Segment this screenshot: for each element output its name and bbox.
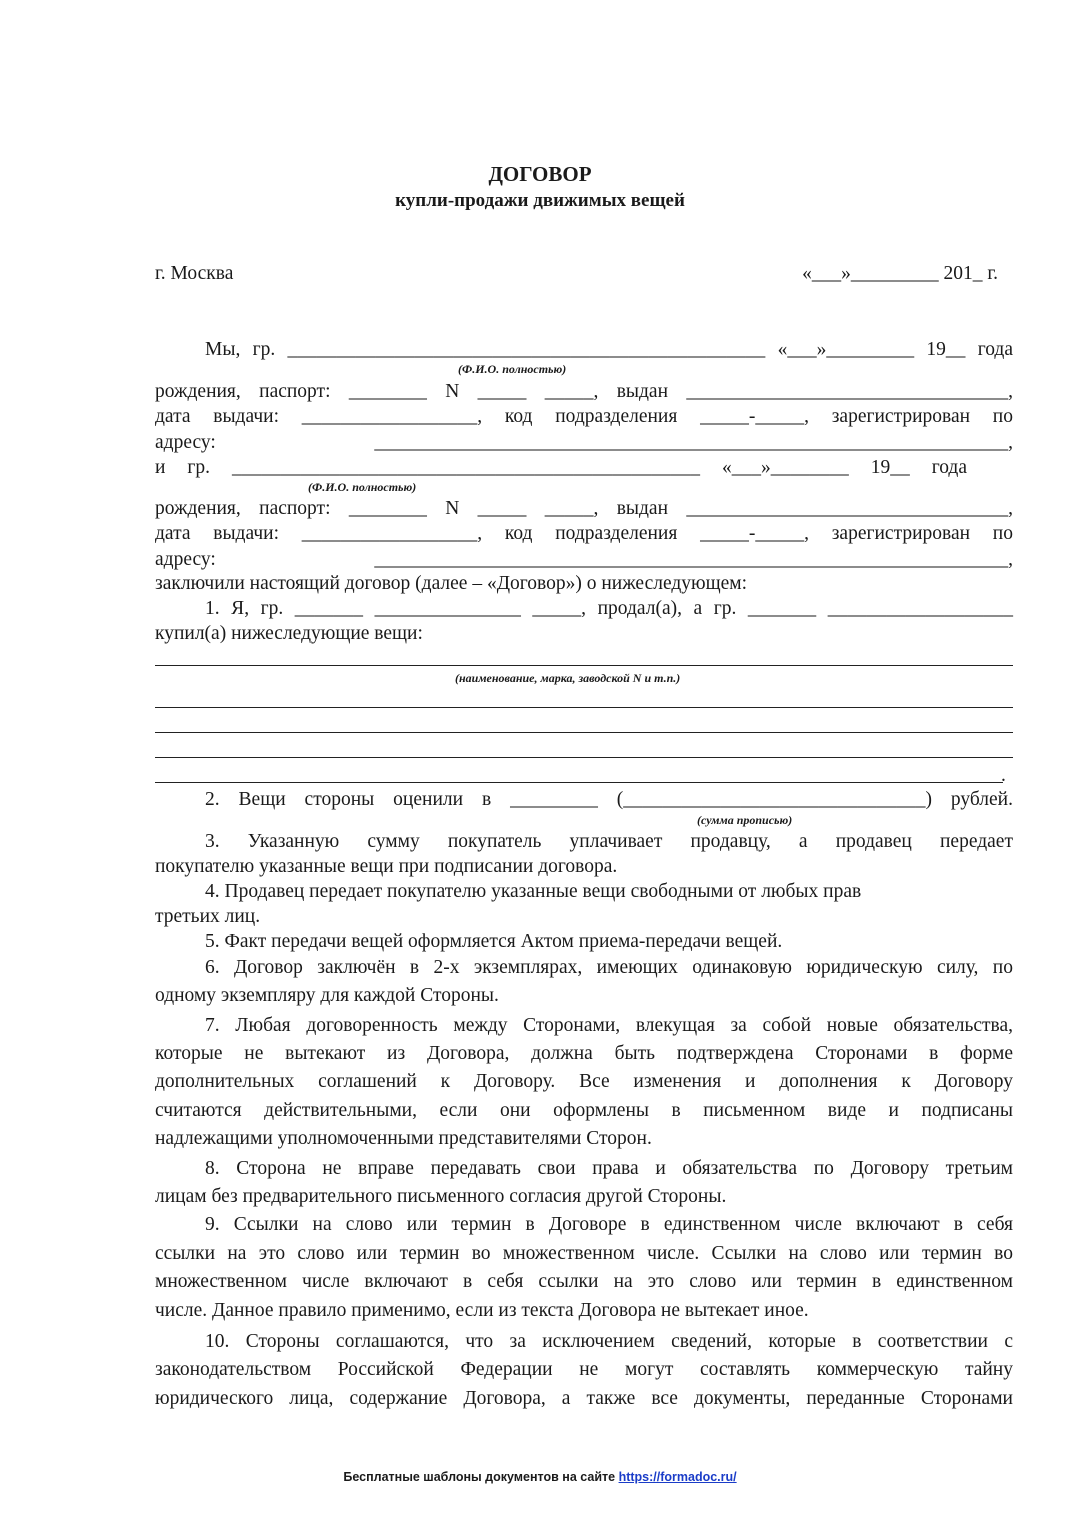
document-title: ДОГОВОР (488, 162, 592, 186)
clause-7: считаются действительными, если они оформлены в письменном виде и подписаны (155, 1100, 1013, 1121)
clause-7: 7. Любая договоренность между Сторонами, влекущая за собой новые обязательства, (205, 1015, 1013, 1036)
clause-3: покупателю указанные вещи при подписании договора. (155, 856, 618, 877)
clause-9: числе. Данное правило применимо, если из текста Договора не вытекает иное. (155, 1300, 809, 1321)
clause-7: дополнительных соглашений к Договору. Все изменения и дополнения к Договору (155, 1071, 1013, 1092)
caption-items: (наименование, марка, заводской N и т.п.) (455, 671, 681, 685)
clause-4: 4. Продавец передает покупателю указанные вещи свободными от любых прав (205, 881, 862, 902)
footer-text: Бесплатные шаблоны документов на сайте (343, 1470, 619, 1484)
clause-9: множественном числе включают в себя ссылки на это слово или термин в единственном (155, 1271, 1013, 1292)
clause-3: 3. Указанную сумму покупатель уплачивает продавцу, а продавец передает (205, 831, 1013, 852)
clause-7: которые не вытекают из Договора, должна быть подтверждена Сторонами в форме (155, 1043, 1013, 1064)
party2-passport: рождения, паспорт: ________ N _____ _____, выдан _________________________________, (155, 498, 1013, 519)
footer (0, 1470, 1080, 1484)
clause-10: юридического лица, содержание Договора, а также все документы, переданные Сторонами (155, 1388, 1013, 1409)
items-blank-line (155, 707, 1013, 708)
party1-issue: дата выдачи: __________________, код подразделения _____-_____, зарегистрирован по (155, 406, 1013, 427)
clause-10: 10. Стороны соглашаются, что за исключением сведений, которые в соответствии с (205, 1331, 1013, 1352)
party2-line: и гр. ________________________________________________ «___»________ 19__ года (155, 457, 967, 478)
clause-7: надлежащими уполномоченными представителями Сторон. (155, 1128, 652, 1149)
party1-address: адресу: _________________________________________________________________, (155, 432, 1013, 453)
clause-9: ссылки на это слово или термин во множественном числе. Ссылки на слово или термин во (155, 1243, 1013, 1264)
items-end-dot: . (1001, 765, 1006, 786)
caption-fio1: (Ф.И.О. полностью) (458, 362, 567, 376)
document-subtitle: купли-продажи движимых вещей (395, 190, 685, 211)
items-blank-line (155, 665, 1013, 666)
contract-date: «___»_________ 201_ г. (802, 263, 998, 284)
caption-sum: (сумма прописью) (697, 813, 793, 827)
items-blank-line (155, 782, 1003, 783)
clause-9: 9. Ссылки на слово или термин в Договоре в единственном числе включают в себя (205, 1214, 1013, 1235)
clause-6: 6. Договор заключён в 2-х экземплярах, имеющих одинаковую юридическую силу, по (205, 957, 1013, 978)
items-blank-line (155, 757, 1013, 758)
clause-8: лицам без предварительного письменного согласия другой Стороны. (155, 1186, 727, 1207)
items-blank-line (155, 732, 1013, 733)
clause-10: законодательством Российской Федерации не могут составлять коммерческую тайну (155, 1359, 1013, 1380)
party1-line: Мы, гр. _________________________________________________ «___»_________ 19__ года (205, 339, 1013, 360)
clause-1-line: 1. Я, гр. _______ _______________ _____, продал(а), а гр. _______ ___________________ (205, 598, 1013, 619)
place-date-row (155, 262, 1013, 286)
clause-6: одному экземпляру для каждой Стороны. (155, 985, 499, 1006)
party2-issue: дата выдачи: __________________, код подразделения _____-_____, зарегистрирован по (155, 523, 1013, 544)
clause-1-items-label: купил(а) нижеследующие вещи: (155, 623, 423, 644)
city: г. Москва (155, 263, 234, 284)
caption-fio2: (Ф.И.О. полностью) (308, 480, 417, 494)
clause-2-line: 2. Вещи стороны оценили в _________ (_______________________________) рублей. (205, 789, 1013, 810)
party2-address: адресу: _________________________________________________________________, (155, 549, 1013, 570)
agreement-intro: заключили настоящий договор (далее – «Договор») о нижеследующем: (155, 573, 748, 594)
clause-5: 5. Факт передачи вещей оформляется Актом приема-передачи вещей. (205, 931, 783, 952)
clause-8: 8. Сторона не вправе передавать свои права и обязательства по Договору третьим (205, 1158, 1013, 1179)
footer-link[interactable]: https://formadoc.ru/ (618, 1470, 737, 1484)
clause-4: третьих лиц. (155, 906, 261, 927)
party1-passport: рождения, паспорт: ________ N _____ _____, выдан _________________________________, (155, 381, 1013, 402)
